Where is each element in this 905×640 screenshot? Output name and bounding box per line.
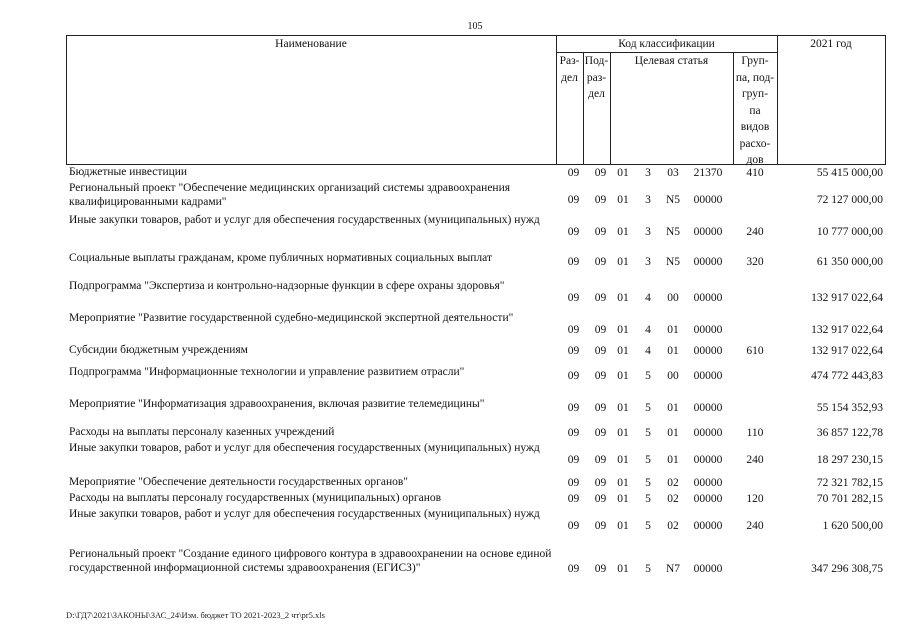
row-code-r: 09 bbox=[567, 256, 580, 268]
row-code-pr: 09 bbox=[594, 256, 607, 268]
row-name: Субсидии бюджетным учреждениям bbox=[69, 344, 248, 356]
row-code-r: 09 bbox=[567, 427, 580, 439]
table-left-border bbox=[66, 35, 67, 165]
row-amount: 61 350 000,00 bbox=[816, 256, 883, 268]
row-code-vr: 240 bbox=[746, 520, 764, 532]
row-code-c3: 02 bbox=[667, 477, 679, 489]
row-code-c1: 01 bbox=[617, 427, 629, 439]
table-row bbox=[66, 508, 886, 536]
row-code-pr: 09 bbox=[594, 520, 607, 532]
row-code-c4: 00000 bbox=[693, 226, 723, 238]
row-code-vr: 110 bbox=[746, 427, 764, 439]
row-code-r: 09 bbox=[567, 226, 580, 238]
row-code-c3: 00 bbox=[667, 292, 679, 304]
row-code-c1: 01 bbox=[617, 493, 629, 505]
row-code-c3: 01 bbox=[667, 454, 679, 466]
row-code-c1: 01 bbox=[617, 194, 629, 206]
row-code-c4: 00000 bbox=[693, 563, 723, 575]
row-name: Иные закупки товаров, работ и услуг для обеспечения государственных (муниципальных) нужд bbox=[69, 508, 540, 520]
table-row bbox=[66, 252, 886, 272]
row-code-r: 09 bbox=[567, 324, 580, 336]
row-code-c3: 01 bbox=[667, 345, 679, 357]
table-row bbox=[66, 366, 886, 386]
row-code-c4: 00000 bbox=[693, 256, 723, 268]
table-row bbox=[66, 280, 886, 308]
row-code-c3: 01 bbox=[667, 427, 679, 439]
row-code-pr: 09 bbox=[594, 563, 607, 575]
row-name: Подпрограмма "Экспертиза и контрольно-надзорные функции в сфере охраны здоровья" bbox=[69, 280, 505, 292]
row-code-pr: 09 bbox=[594, 345, 607, 357]
row-code-c4: 00000 bbox=[693, 345, 723, 357]
table-row bbox=[66, 426, 886, 440]
row-code-c2: 3 bbox=[645, 167, 651, 179]
row-name: Бюджетные инвестиции bbox=[69, 166, 188, 178]
row-code-vr: 410 bbox=[746, 167, 764, 179]
row-code-c4: 00000 bbox=[693, 194, 723, 206]
row-code-c2: 4 bbox=[645, 324, 651, 336]
row-amount: 1 620 500,00 bbox=[822, 520, 883, 532]
row-code-c1: 01 bbox=[617, 477, 629, 489]
header-year: 2021 год bbox=[810, 38, 852, 50]
row-name: Региональный проект "Создание единого цифрового контура в здравоохранении на основе единой государственной информационной системы здравоохранения (ЕГИСЗ)" bbox=[69, 548, 552, 574]
row-code-vr: 610 bbox=[746, 345, 764, 357]
row-code-c2: 5 bbox=[645, 454, 651, 466]
row-code-c3: 01 bbox=[667, 324, 679, 336]
row-code-r: 09 bbox=[567, 292, 580, 304]
row-code-c2: 5 bbox=[645, 493, 651, 505]
row-code-c1: 01 bbox=[617, 454, 629, 466]
row-code-pr: 09 bbox=[594, 194, 607, 206]
row-code-pr: 09 bbox=[594, 324, 607, 336]
row-code-pr: 09 bbox=[594, 292, 607, 304]
row-code-r: 09 bbox=[567, 454, 580, 466]
row-code-pr: 09 bbox=[594, 477, 607, 489]
row-code-r: 09 bbox=[567, 370, 580, 382]
row-code-c2: 5 bbox=[645, 563, 651, 575]
table-row bbox=[66, 182, 886, 210]
row-name: Расходы на выплаты персоналу государственных (муниципальных) органов bbox=[69, 492, 442, 504]
row-name: Мероприятие "Информатизация здравоохранения, включая развитие телемедицины" bbox=[69, 398, 485, 410]
header-classification: Код классификации bbox=[618, 38, 715, 50]
row-code-c4: 00000 bbox=[693, 493, 723, 505]
row-name: Расходы на выплаты персоналу казенных учреждений bbox=[69, 426, 335, 438]
row-code-pr: 09 bbox=[594, 167, 607, 179]
row-code-c4: 00000 bbox=[693, 454, 723, 466]
table-right-border bbox=[885, 35, 886, 165]
row-code-r: 09 bbox=[567, 520, 580, 532]
row-name: Региональный проект "Обеспечение медицинских организаций системы здравоохранения квалифицированными кадрами" bbox=[69, 182, 511, 208]
row-code-c1: 01 bbox=[617, 370, 629, 382]
header-group: Груп- па, под- груп- па видов расхо- дов bbox=[735, 55, 775, 166]
row-code-c3: 01 bbox=[667, 402, 679, 414]
row-code-c4: 00000 bbox=[693, 477, 723, 489]
row-code-c1: 01 bbox=[617, 226, 629, 238]
row-amount: 72 127 000,00 bbox=[816, 194, 883, 206]
row-name: Иные закупки товаров, работ и услуг для обеспечения государственных (муниципальных) нужд bbox=[69, 442, 540, 454]
row-name: Мероприятие "Развитие государственной судебно-медицинской экспертной деятельности" bbox=[69, 312, 514, 324]
row-code-vr: 240 bbox=[746, 226, 764, 238]
table-row bbox=[66, 548, 886, 582]
row-code-r: 09 bbox=[567, 477, 580, 489]
row-code-c3: N5 bbox=[665, 194, 681, 206]
row-amount: 474 772 443,83 bbox=[811, 370, 883, 382]
header-razdel: Раз- дел bbox=[559, 55, 580, 84]
row-code-r: 09 bbox=[567, 402, 580, 414]
row-code-c2: 3 bbox=[645, 226, 651, 238]
row-code-c3: 00 bbox=[667, 370, 679, 382]
row-code-c1: 01 bbox=[617, 167, 629, 179]
table-row bbox=[66, 312, 886, 340]
table-row bbox=[66, 442, 886, 470]
row-amount: 347 296 308,75 bbox=[811, 563, 883, 575]
row-amount: 18 297 230,15 bbox=[816, 454, 883, 466]
row-amount: 55 415 000,00 bbox=[816, 167, 883, 179]
row-amount: 10 777 000,00 bbox=[816, 226, 883, 238]
row-code-pr: 09 bbox=[594, 427, 607, 439]
row-code-pr: 09 bbox=[594, 454, 607, 466]
row-code-pr: 09 bbox=[594, 370, 607, 382]
header-podrazdel: Под- раз- дел bbox=[584, 55, 609, 100]
row-code-c1: 01 bbox=[617, 292, 629, 304]
row-code-c1: 01 bbox=[617, 520, 629, 532]
row-code-c2: 3 bbox=[645, 194, 651, 206]
row-code-c3: 02 bbox=[667, 493, 679, 505]
row-amount: 132 917 022,64 bbox=[811, 324, 883, 336]
row-code-vr: 240 bbox=[746, 454, 764, 466]
row-code-c3: N5 bbox=[665, 226, 681, 238]
row-amount: 55 154 352,93 bbox=[816, 402, 883, 414]
col-divider-year bbox=[777, 35, 778, 165]
row-name: Мероприятие "Обеспечение деятельности государственных органов" bbox=[69, 476, 408, 488]
row-code-c2: 3 bbox=[645, 256, 651, 268]
row-code-c2: 5 bbox=[645, 427, 651, 439]
row-code-c1: 01 bbox=[617, 563, 629, 575]
header-name: Наименование bbox=[275, 38, 347, 50]
row-code-r: 09 bbox=[567, 493, 580, 505]
row-code-c2: 5 bbox=[645, 370, 651, 382]
table-row bbox=[66, 476, 886, 490]
row-code-c4: 00000 bbox=[693, 427, 723, 439]
row-code-c2: 4 bbox=[645, 345, 651, 357]
row-code-r: 09 bbox=[567, 563, 580, 575]
row-code-c4: 00000 bbox=[693, 324, 723, 336]
row-amount: 72 321 782,15 bbox=[816, 477, 883, 489]
row-code-r: 09 bbox=[567, 167, 580, 179]
row-code-c1: 01 bbox=[617, 324, 629, 336]
row-code-c2: 5 bbox=[645, 477, 651, 489]
row-code-pr: 09 bbox=[594, 493, 607, 505]
row-code-c2: 5 bbox=[645, 520, 651, 532]
row-code-c4: 21370 bbox=[693, 167, 723, 179]
row-code-c1: 01 bbox=[617, 402, 629, 414]
row-code-c1: 01 bbox=[617, 256, 629, 268]
table-row bbox=[66, 166, 886, 180]
row-code-c4: 00000 bbox=[693, 370, 723, 382]
row-code-c2: 4 bbox=[645, 292, 651, 304]
page-number: 105 bbox=[467, 21, 483, 32]
row-code-c4: 00000 bbox=[693, 292, 723, 304]
row-code-vr: 320 bbox=[746, 256, 764, 268]
row-name: Социальные выплаты гражданам, кроме публичных нормативных социальных выплат bbox=[69, 252, 492, 264]
row-code-r: 09 bbox=[567, 345, 580, 357]
header-target: Целевая статья bbox=[634, 55, 709, 67]
table-row bbox=[66, 398, 886, 418]
row-code-c3: 03 bbox=[667, 167, 679, 179]
table-row bbox=[66, 344, 886, 358]
footer-file-path: D:\ГД7\2021\ЗАКОНЫ\ЗАС_24\Изм. бюджет ТО 2021-2023_2 чт\pr5.xls bbox=[66, 610, 325, 620]
row-code-c3: N7 bbox=[665, 563, 681, 575]
row-code-pr: 09 bbox=[594, 402, 607, 414]
table-row bbox=[66, 214, 886, 242]
row-name: Иные закупки товаров, работ и услуг для обеспечения государственных (муниципальных) нужд bbox=[69, 214, 540, 226]
row-code-c3: 02 bbox=[667, 520, 679, 532]
row-name: Подпрограмма "Информационные технологии и управление развитием отрасли" bbox=[69, 366, 465, 378]
row-amount: 36 857 122,78 bbox=[816, 427, 883, 439]
row-amount: 132 917 022,64 bbox=[811, 292, 883, 304]
row-code-r: 09 bbox=[567, 194, 580, 206]
row-amount: 70 701 282,15 bbox=[816, 493, 883, 505]
row-code-c4: 00000 bbox=[693, 402, 723, 414]
row-code-c2: 5 bbox=[645, 402, 651, 414]
row-code-c4: 00000 bbox=[693, 520, 723, 532]
row-code-c3: N5 bbox=[665, 256, 681, 268]
row-code-vr: 120 bbox=[746, 493, 764, 505]
table-row bbox=[66, 492, 886, 506]
row-code-pr: 09 bbox=[594, 226, 607, 238]
row-code-c1: 01 bbox=[617, 345, 629, 357]
row-amount: 132 917 022,64 bbox=[811, 345, 883, 357]
